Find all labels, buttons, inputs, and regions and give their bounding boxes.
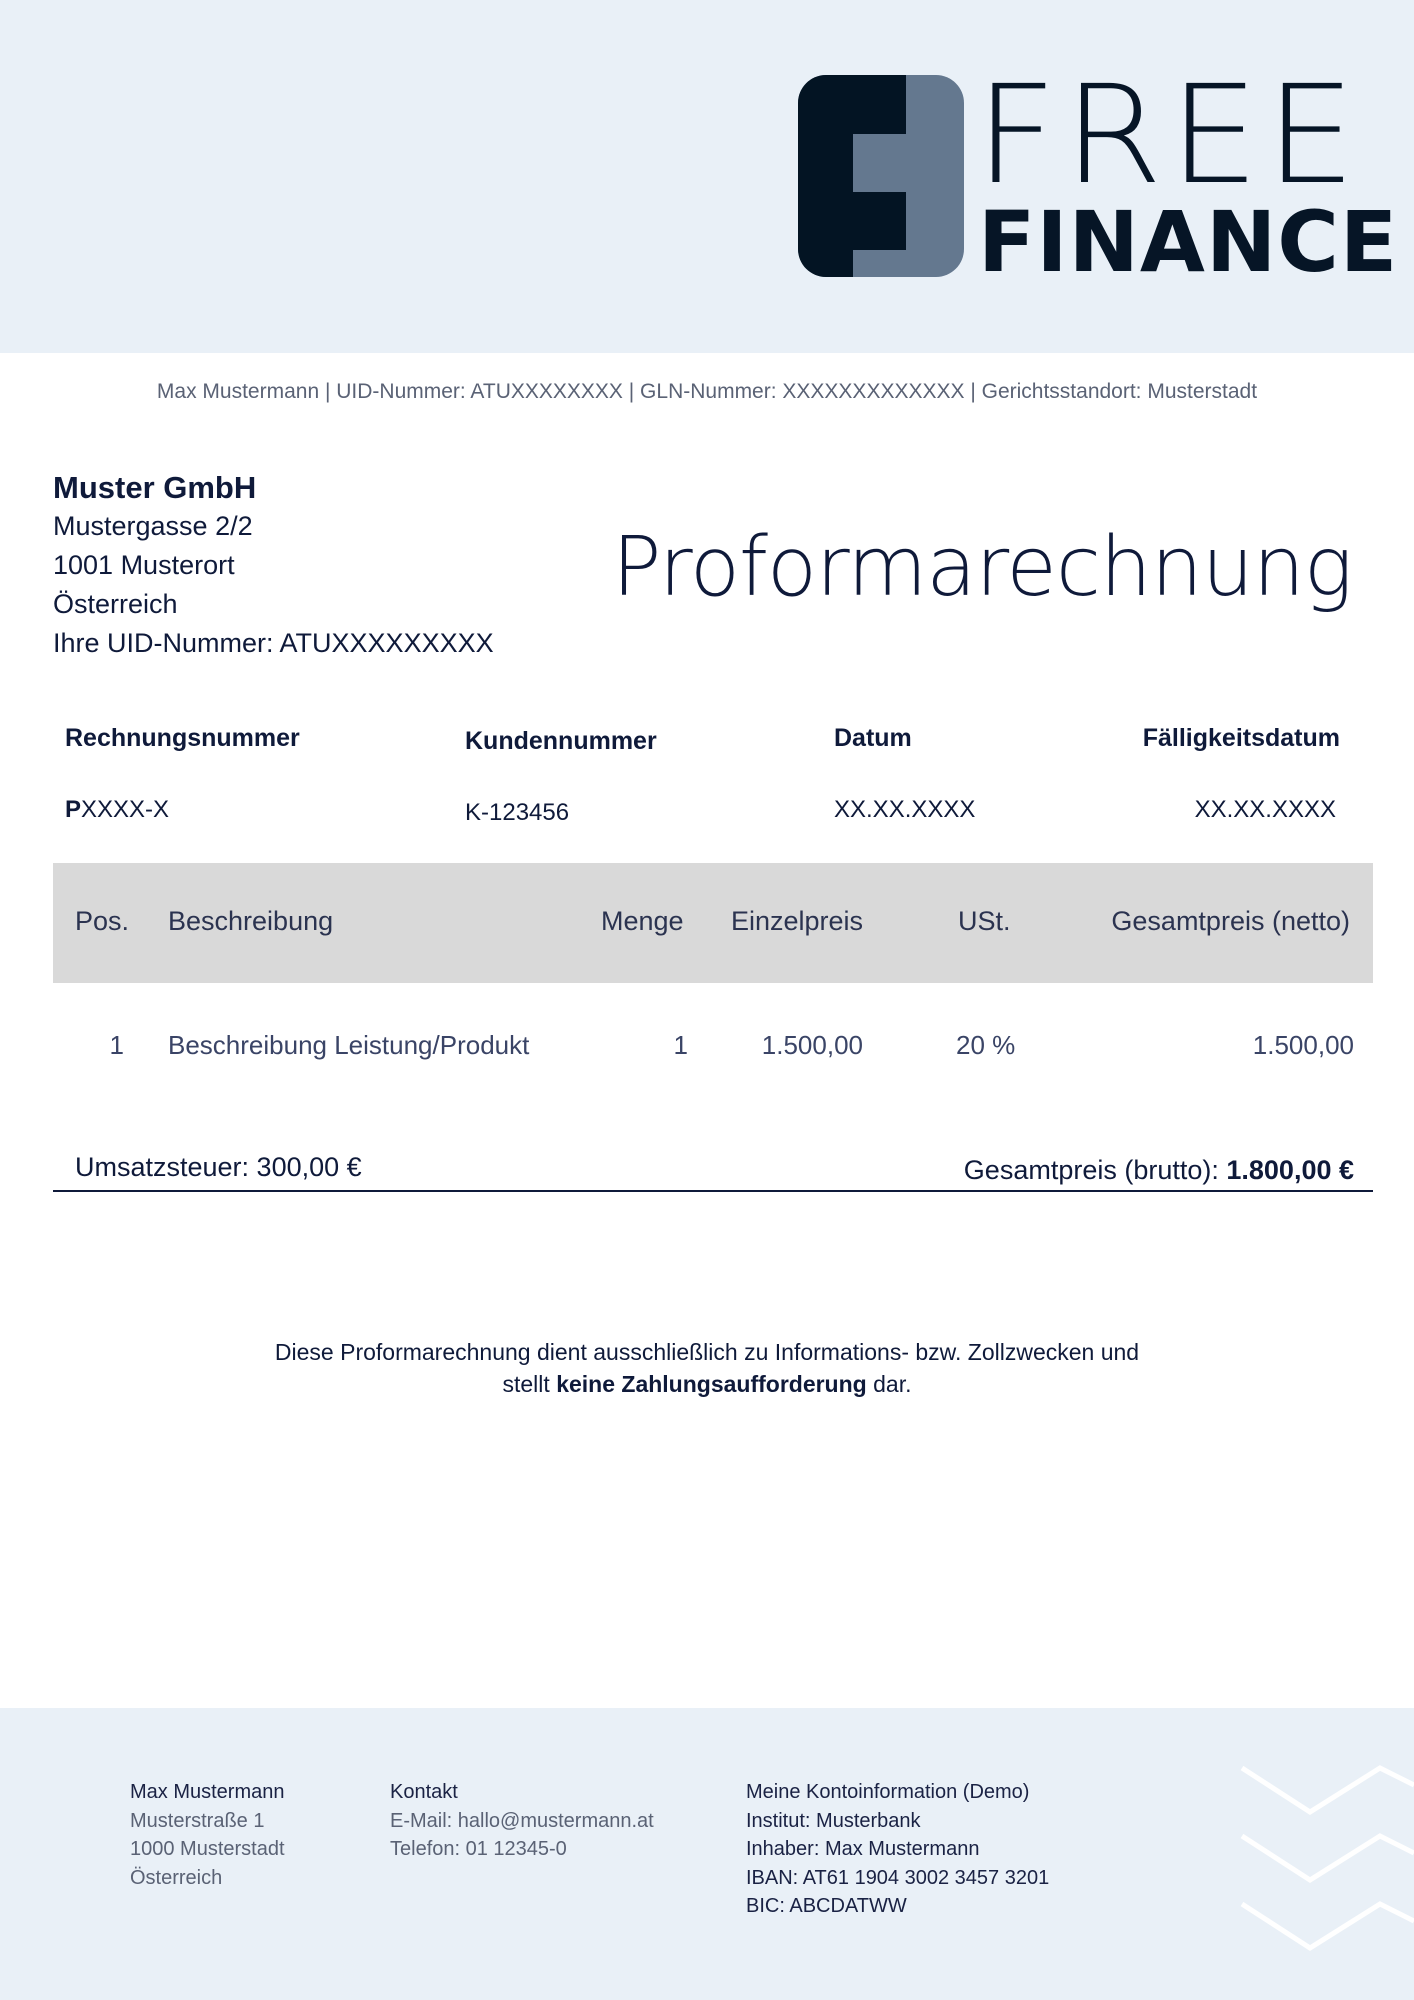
footer-contact-title: Kontakt xyxy=(390,1781,458,1803)
disclaimer-note xyxy=(0,1336,1414,1400)
footer-bank-owner: Inhaber: Max Mustermann xyxy=(746,1838,980,1860)
footer-bank xyxy=(746,1778,1049,1921)
invoice-number xyxy=(65,796,169,824)
note-pre: stellt xyxy=(502,1371,557,1397)
footer-bank-institute: Institut: Musterbank xyxy=(746,1809,921,1832)
customer-city: 1001 Musterort xyxy=(53,550,235,580)
gross-total xyxy=(964,1155,1354,1186)
meta-header-due-date: Fälligkeitsdatum xyxy=(1142,724,1340,752)
footer-address-country: Österreich xyxy=(130,1866,223,1889)
footer-address-city: 1000 Musterstadt xyxy=(130,1838,285,1860)
footer-bank-bic: BIC: ABCDATWW xyxy=(746,1895,907,1917)
row-description: Beschreibung Leistung/Produkt xyxy=(168,1030,530,1060)
note-bold: keine Zahlungsaufforderung xyxy=(556,1371,867,1397)
note-post: dar. xyxy=(866,1371,912,1397)
chevron-pattern-icon xyxy=(1240,1760,1414,1960)
document-title: Proformarechnung xyxy=(611,520,1352,615)
col-total-net: Gesamtpreis (netto) xyxy=(1111,906,1350,936)
meta-header-date: Datum xyxy=(834,724,912,752)
totals-divider xyxy=(53,1190,1373,1192)
invoice-date: XX.XX.XXXX xyxy=(834,796,976,823)
col-quantity: Menge xyxy=(601,906,684,936)
invoice-rest: XXXX-X xyxy=(81,796,170,823)
footer-address-street: Musterstraße 1 xyxy=(130,1809,265,1832)
vat-total: Umsatzsteuer: 300,00 € xyxy=(75,1152,362,1182)
footer-address xyxy=(130,1778,285,1892)
row-unit-price: 1.500,00 xyxy=(761,1030,863,1060)
due-date: XX.XX.XXXX xyxy=(1194,796,1336,823)
gross-value: 1.800,00 € xyxy=(1226,1155,1354,1185)
note-line1: Diese Proformarechnung dient ausschließlich zu Informations- bzw. Zollzwecken und xyxy=(274,1339,1140,1365)
customer-street: Mustergasse 2/2 xyxy=(53,511,253,541)
col-vat: USt. xyxy=(958,906,1011,936)
customer-uid: Ihre UID-Nummer: ATUXXXXXXXXX xyxy=(53,628,494,658)
row-total-net: 1.500,00 xyxy=(1252,1030,1354,1060)
footer-phone: Telefon: 01 12345-0 xyxy=(390,1838,567,1860)
meta-header-invoice-number: Rechnungsnummer xyxy=(65,724,300,752)
col-description: Beschreibung xyxy=(168,906,334,936)
footer-bank-title: Meine Kontoinformation (Demo) xyxy=(746,1781,1030,1803)
footer-email: E-Mail: hallo@mustermann.at xyxy=(390,1809,654,1832)
row-pos: 1 xyxy=(109,1030,124,1060)
footer-address-name: Max Mustermann xyxy=(130,1781,285,1803)
customer-name: Muster GmbH xyxy=(53,470,257,505)
logo-text-finance: FINANCE xyxy=(978,193,1399,291)
footer-contact xyxy=(390,1778,654,1864)
customer-number: K-123456 xyxy=(465,799,570,826)
logo-text-free: FREE xyxy=(975,57,1363,215)
invoice-prefix: P xyxy=(65,796,82,823)
footer-bank-iban: IBAN: AT61 1904 3002 3457 3201 xyxy=(746,1866,1050,1889)
customer-country: Österreich xyxy=(53,589,178,619)
free-finance-logo-icon xyxy=(798,75,964,277)
meta-header-customer-number: Kundennummer xyxy=(465,727,657,755)
customer-address xyxy=(53,468,494,663)
gross-label: Gesamtpreis (brutto): xyxy=(963,1155,1227,1185)
col-unit-price: Einzelpreis xyxy=(731,906,864,936)
row-vat: 20 % xyxy=(956,1030,1016,1060)
col-pos: Pos. xyxy=(75,906,130,936)
company-info-line: Max Mustermann | UID-Nummer: ATUXXXXXXXX | GLN-Nummer: XXXXXXXXXXXXX | Gerichtsstandort: Musterstadt xyxy=(156,380,1258,403)
note-line2 xyxy=(0,1368,1414,1400)
row-quantity: 1 xyxy=(673,1030,688,1060)
